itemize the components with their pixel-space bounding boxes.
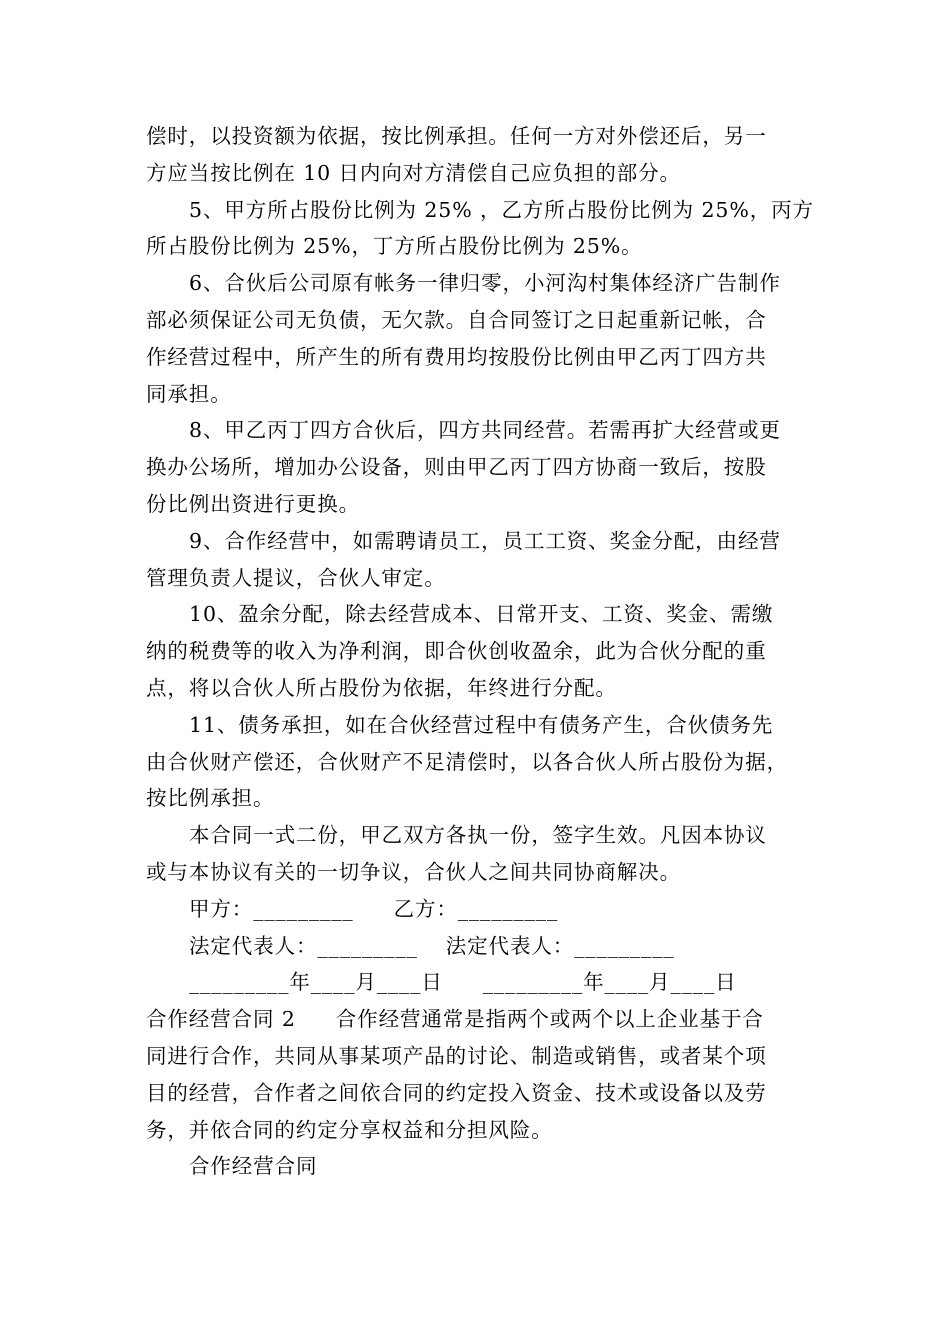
party-signature-row — [146, 891, 810, 928]
party-b-signature: 乙方：_________ — [393, 896, 559, 921]
rep-b-signature: 法定代表人：_________ — [445, 933, 675, 958]
clause-10-line: 10、盈余分配，除去经营成本、日常开支、工资、奖金、需缴 — [189, 602, 774, 627]
section-2-title: 合作经营合同 — [189, 1154, 318, 1179]
clause-6-line: 6、合伙后公司原有帐务一律归零，小河沟村集体经济广告制作 — [189, 271, 781, 296]
paragraph-line: 方应当按比例在 10 日内向对方清偿自己应负担的部分。 — [146, 160, 681, 185]
date-signature-row — [146, 964, 810, 1001]
paragraph-line: 点，将以合伙人所占股份为依据，年终进行分配。 — [146, 675, 617, 700]
representative-signature-row — [146, 928, 810, 965]
document-body — [146, 118, 814, 1185]
paragraph-line: 或与本协议有关的一切争议，合伙人之间共同协商解决。 — [146, 859, 681, 884]
section-2-intro-line — [146, 1001, 810, 1038]
clause-9-line: 9、合作经营中，如需聘请员工，员工工资、奖金分配，由经营 — [189, 528, 781, 553]
clause-11-line: 11、债务承担，如在合伙经营过程中有债务产生，合伙债务先 — [189, 712, 774, 737]
paragraph-line: 部必须保证公司无负债，无欠款。自合同签订之日起重新记帐，合 — [146, 307, 767, 332]
rep-a-signature: 法定代表人：_________ — [189, 933, 418, 958]
paragraph-line: 管理负责人提议，合伙人审定。 — [146, 565, 446, 590]
paragraph-line: 按比例承担。 — [146, 786, 275, 811]
paragraph-line: 所占股份比例为 25%，丁方所占股份比例为 25%。 — [146, 234, 643, 259]
paragraph-line: 同承担。 — [146, 381, 232, 406]
paragraph-line: 由合伙财产偿还，合伙财产不足清偿时，以各合伙人所占股份为据， — [146, 749, 788, 774]
paragraph-line: 换办公场所，增加办公设备，则由甲乙丙丁四方协商一致后，按股 — [146, 455, 767, 480]
clause-8-line: 8、甲乙丙丁四方合伙后，四方共同经营。若需再扩大经营或更 — [189, 418, 781, 443]
paragraph-line: 同进行合作，共同从事某项产品的讨论、制造或销售，或者某个项 — [146, 1043, 767, 1068]
paragraph-line: 偿时，以投资额为依据，按比例承担。任何一方对外偿还后，另一 — [146, 124, 767, 148]
paragraph-line: 目的经营，合作者之间依合同的约定投入资金、技术或设备以及劳 — [146, 1080, 767, 1105]
section-2-text: 合作经营通常是指两个或两个以上企业基于合 — [335, 1007, 764, 1032]
date-a: _________年____月____日 — [189, 970, 443, 995]
clause-5-line: 5、甲方所占股份比例为 25% ，乙方所占股份比例为 25%，丙方 — [189, 197, 814, 222]
section-2-heading: 合作经营合同 2 — [146, 1007, 296, 1032]
paragraph-line: 份比例出资进行更换。 — [146, 491, 360, 516]
date-b: _________年____月____日 — [482, 970, 737, 995]
paragraph-line: 纳的税费等的收入为净利润，即合伙创收盈余，此为合伙分配的重 — [146, 639, 767, 664]
paragraph-line: 务，并依合同的约定分享权益和分担风险。 — [146, 1117, 553, 1142]
party-a-signature: 甲方：_________ — [189, 896, 354, 921]
paragraph-line: 作经营过程中，所产生的所有费用均按股份比例由甲乙丙丁四方共 — [146, 344, 767, 369]
closing-clause-line: 本合同一式二份，甲乙双方各执一份，签字生效。凡因本协议 — [189, 823, 767, 848]
